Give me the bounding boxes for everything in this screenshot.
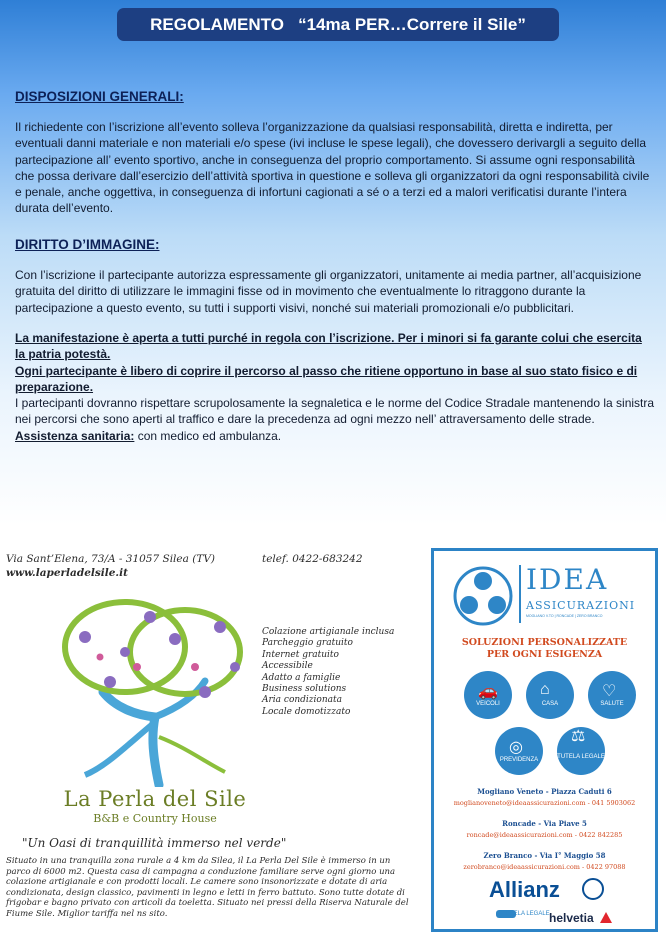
allianz-logo: Allianz (489, 877, 560, 902)
perla-website: www.laperladelsile.it (6, 567, 128, 579)
open-to-all-note: La manifestazione è aperta a tutti purché in regola con l’iscrizione. Per i minori si fa garante colui che esercita la patria potestà. (15, 331, 642, 362)
idea-brand-sub: ASSICURAZIONI (526, 599, 636, 612)
participation-notes (15, 330, 655, 444)
perla-services-list: Colazione artigianale inclusa Parcheggio gratuito Internet gratuito Accessibile Adatto a famiglie Business solutions Aria condizionata Locale domotizzato (262, 627, 395, 717)
house-icon: ⌂ (540, 681, 550, 698)
general-provisions-text: Il richiedente con l’iscrizione all’evento solleva l’organizzazione da qualsiasi responsabilità, diretta e indiretta, per eventuali danni materiale e non materiali e/o spese (ivi incluse le spese legali), che dovessero derivargli a seguito della partecipazione all’ evento sportivo, anche in conseguenza del proprio comportamento. Si assume ogni responsabilità che possa derivare dall’esercizio dell’attività sportiva in questione e solleva gli organizzatori da ogni responsabilità civile e penale, anche oggettiva, in conseguenza di infortuni cagionati a sé o a terzi ed a malori verificatisi durante l’intera durata dell’evento. (15, 120, 650, 216)
road-rules-note: I partecipanti dovranno rispettare scrupolosamente la segnaletica e le norme del Codice Stradale mantenendo la sinistra nei percorsi che sono aperti al traffico e dare la precedenza ad ogni mezzo nell’ attraversamento delle strade. (15, 396, 655, 427)
service-veicoli: 🚗 VEICOLI (464, 671, 512, 719)
tutela-legale-logo: TUTELA LEGALE (502, 911, 550, 917)
car-icon: 🚗 (478, 683, 498, 700)
image-rights-text: Con l’iscrizione il partecipante autorizza espressamente gli organizzatori, unitamente ai media partner, all’acquisizione gratuita del diritto di utilizzare le immagini fisse od in movimento che eventualmente lo ritraggono durante la partecipazione a questo evento, su tutti i supporti visivi, nonché sui materiali promozionali e/o pubblicitari. (15, 268, 642, 315)
perla-description: Situato in una tranquilla zona rurale a 4 km da Silea, il La Perla Del Sile è immerso in un parco di 6000 m2. Questa casa di campagna a conduzione familiare serve ogni giorno una colazione artigianale e con prodotti locali. Le camere sono insonorizzate e dotate di aria condizionata, design classico, pavimenti in legno e letti in ferro battuto. Sono tutte dotate di frigobar e bagno privato con articoli da toeletta. Situato nei pressi della Riserva Naturale del Fiume Sile. Miglior tariffa nel ns sito. (6, 856, 409, 919)
helvetia-logo: helvetia (549, 911, 594, 925)
perla-slogan: "Un Oasi di tranquillità immerso nel verde" (22, 836, 287, 850)
perla-address: Via Sant’Elena, 73/A - 31057 Silea (TV) (6, 553, 216, 565)
coins-icon: ◎ (509, 739, 523, 756)
service-tutela-legale: ⚖ TUTELA LEGALE (557, 727, 605, 775)
service-salute: ♡ SALUTE (588, 671, 636, 719)
own-pace-note: Ogni partecipante è libero di coprire il percorso al passo che ritiene opportuno in base al suo stato fisico e di preparazione. (15, 363, 638, 394)
allianz-eagle-icon (582, 878, 604, 900)
idea-brand-locations: MOGLIANO V.TO | RONCADE | ZERO BRANCO (526, 614, 603, 618)
gavel-icon: ⚖ (571, 728, 586, 745)
office-zero-branco: Zero Branco - Via I° Maggio 58 zerobranco@ideaassicurazioni.com - 0422 97088 (463, 851, 626, 871)
idea-emblem-icon (452, 565, 516, 627)
helvetia-triangle-icon (600, 912, 612, 923)
service-casa: ⌂ CASA (526, 671, 574, 719)
idea-tagline: SOLUZIONI PERSONALIZZATE PER OGNI ESIGENZA (461, 637, 628, 660)
office-mogliano: Mogliano Veneto - Piazza Caduti 6 moglianoveneto@ideaassicurazioni.com - 041 5903062 (453, 787, 636, 807)
medical-assistance-note: Assistenza sanitaria: con medico ed ambulanza. (15, 428, 282, 443)
service-previdenza: ◎ PREVIDENZA (495, 727, 543, 775)
regulation-title-banner: REGOLAMENTO “14ma PER…Correre il Sile” (117, 8, 559, 41)
perla-brand-name: La Perla del Sile (63, 787, 247, 811)
image-rights-heading: DIRITTO D’IMMAGINE: (15, 237, 160, 252)
idea-brand: IDEA (526, 563, 609, 596)
idea-assicurazioni-ad (431, 548, 658, 932)
heart-hands-icon: ♡ (602, 683, 617, 700)
perla-tree-logo-icon (55, 597, 255, 787)
office-roncade: Roncade - Via Piave 5 roncade@ideaassicurazioni.com - 0422 842285 (466, 819, 623, 839)
perla-brand-subtitle: B&B e Country House (93, 812, 217, 825)
general-provisions-heading: DISPOSIZIONI GENERALI: (15, 89, 184, 104)
perla-phone: telef. 0422-683242 (262, 553, 363, 565)
idea-logo-divider (519, 565, 521, 623)
